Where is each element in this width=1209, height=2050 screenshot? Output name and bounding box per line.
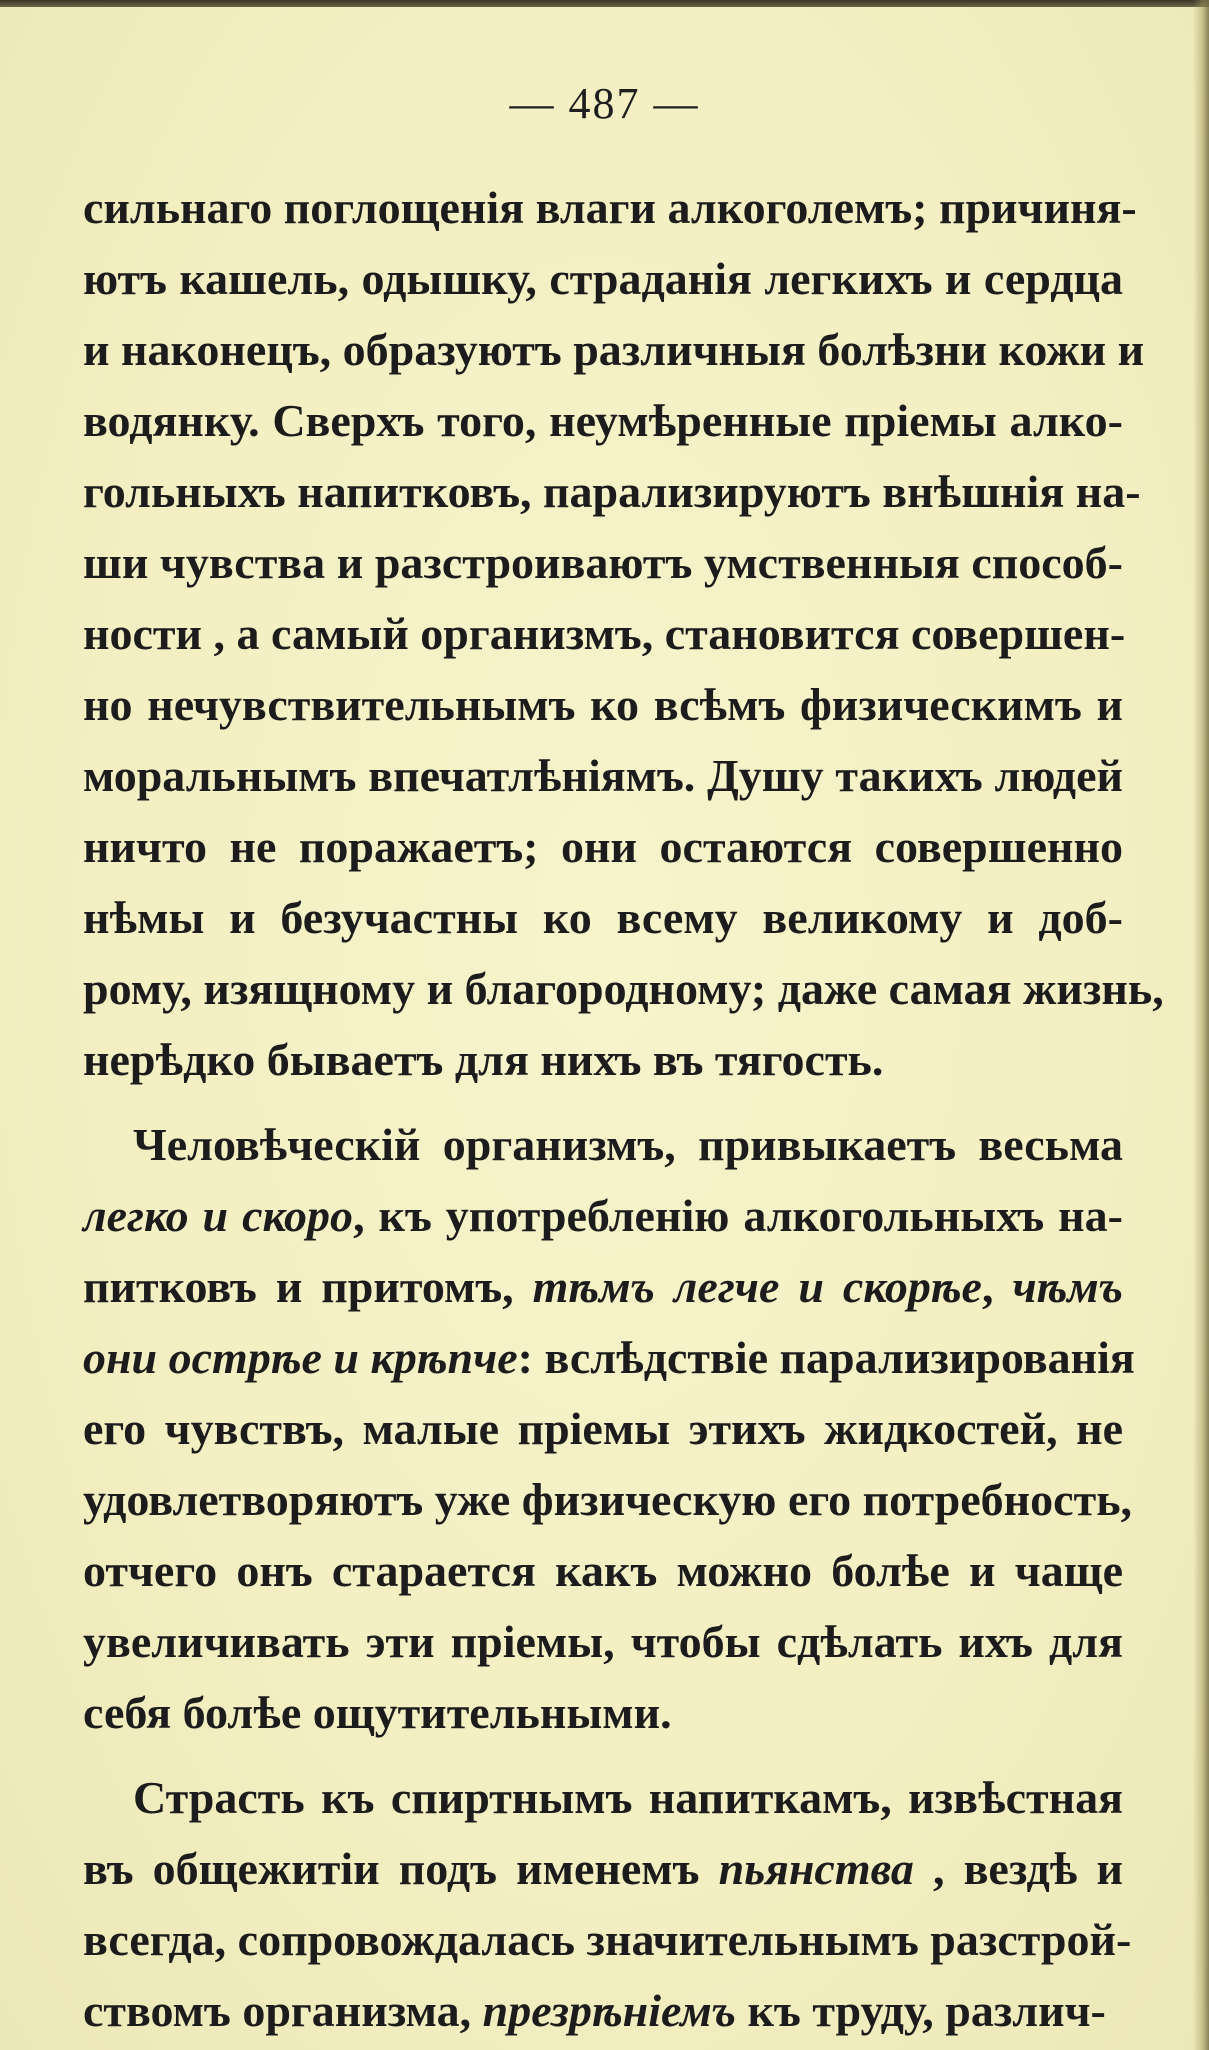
text-segment: Страсть къ спиртнымъ напиткамъ, извѣстная [133,1772,1123,1823]
text-line [83,882,1123,953]
text-line [83,1833,1123,1904]
text-line [83,811,1123,882]
text-line [83,1024,1123,1095]
paragraph [83,1109,1135,1748]
page-binding-shadow [1193,0,1209,2050]
text-line [83,953,1164,1024]
text-segment: Человѣческій организмъ, привыкаетъ весьма [133,1119,1123,1170]
text-segment: и наконецъ, образуютъ различныя болѣзни кожи и [83,324,1145,375]
text-segment: но нечувствительнымъ ко всѣмъ физическимъ и [83,679,1123,730]
italic-text: пьянства [718,1843,914,1894]
text-segment: всегда, сопровождалась значительнымъ разстрой- [83,1914,1132,1965]
paragraph [83,1762,1132,2046]
text-segment: ности , а самый организмъ, становится совершен- [83,608,1126,659]
text-segment: нерѣдко бываетъ для нихъ въ тягость. [83,1034,884,1085]
text-line [83,1904,1132,1975]
text-line [83,1180,1123,1251]
text-line [83,1109,1123,1180]
text-line [83,1464,1133,1535]
text-line [83,385,1123,456]
text-line [83,1322,1135,1393]
text-segment: сильнаго поглощенія влаги алкоголемъ; причиня- [83,182,1137,233]
text-line [83,1251,1123,1322]
text-line [83,1975,1123,2046]
text-line [83,243,1123,314]
text-segment: ютъ кашель, одышку, страданія легкихъ и сердца [83,253,1123,304]
text-line [83,740,1123,811]
text-line [83,1677,1123,1748]
text-line [83,527,1123,598]
text-line [83,314,1145,385]
page-top-edge [0,0,1209,7]
italic-text: они острѣе и крѣпче [83,1332,518,1383]
text-segment: его чувствъ, малые пріемы этихъ жидкостей, не [83,1403,1123,1454]
italic-text: легко и скоро [83,1190,354,1241]
italic-text: чѣмъ [1012,1261,1124,1312]
text-segment: гольныхъ напитковъ, парализируютъ внѣшнія на- [83,466,1141,517]
text-segment: въ общежитіи подъ именемъ [83,1843,719,1894]
text-segment: отчего онъ старается какъ можно болѣе и чаще [83,1545,1123,1596]
text-segment: , вездѣ и [913,1843,1123,1894]
text-segment: водянку. Сверхъ того, неумѣренные пріемы алко- [83,395,1123,446]
text-line [83,669,1123,740]
text-segment: увеличивать эти пріемы, чтобы сдѣлать ихъ для [83,1616,1123,1667]
paragraph-gap [83,1748,1123,1762]
text-line [83,1393,1123,1464]
text-line [83,456,1141,527]
page-number: — 487 — [509,79,700,128]
text-segment: къ труду, различ- [736,1985,1106,2036]
text-segment: ничто не поражаетъ; они остаются совершенно [83,821,1123,872]
italic-text: презрѣніемъ [482,1985,737,2036]
body-text [83,172,1164,2046]
text-segment: нѣмы и безучастны ко всему великому и доб- [83,892,1123,943]
text-segment: , [981,1261,1013,1312]
paragraph-gap [83,1095,1123,1109]
text-line [83,1535,1123,1606]
text-line [83,172,1137,243]
text-line [83,1762,1123,1833]
text-segment: , къ употребленію алкогольныхъ на- [353,1190,1123,1241]
text-line [83,1606,1123,1677]
italic-text: тѣмъ легче и скорѣе [532,1261,982,1312]
text-segment: моральнымъ впечатлѣніямъ. Душу такихъ людей [83,750,1123,801]
paragraph [83,172,1164,1095]
text-segment: ствомъ организма, [83,1985,483,2036]
text-segment: ши чувства и разстроиваютъ умственныя способ- [83,537,1123,588]
text-segment: удовлетворяютъ уже физическую его потребность, [83,1474,1133,1525]
text-segment: питковъ и притомъ, [83,1261,533,1312]
text-line [83,598,1126,669]
text-segment: себя болѣе ощутительными. [83,1687,672,1738]
text-segment: рому, изящному и благородному; даже самая жизнь, [83,963,1164,1014]
text-segment: : вслѣдствіе парализированія [517,1332,1135,1383]
